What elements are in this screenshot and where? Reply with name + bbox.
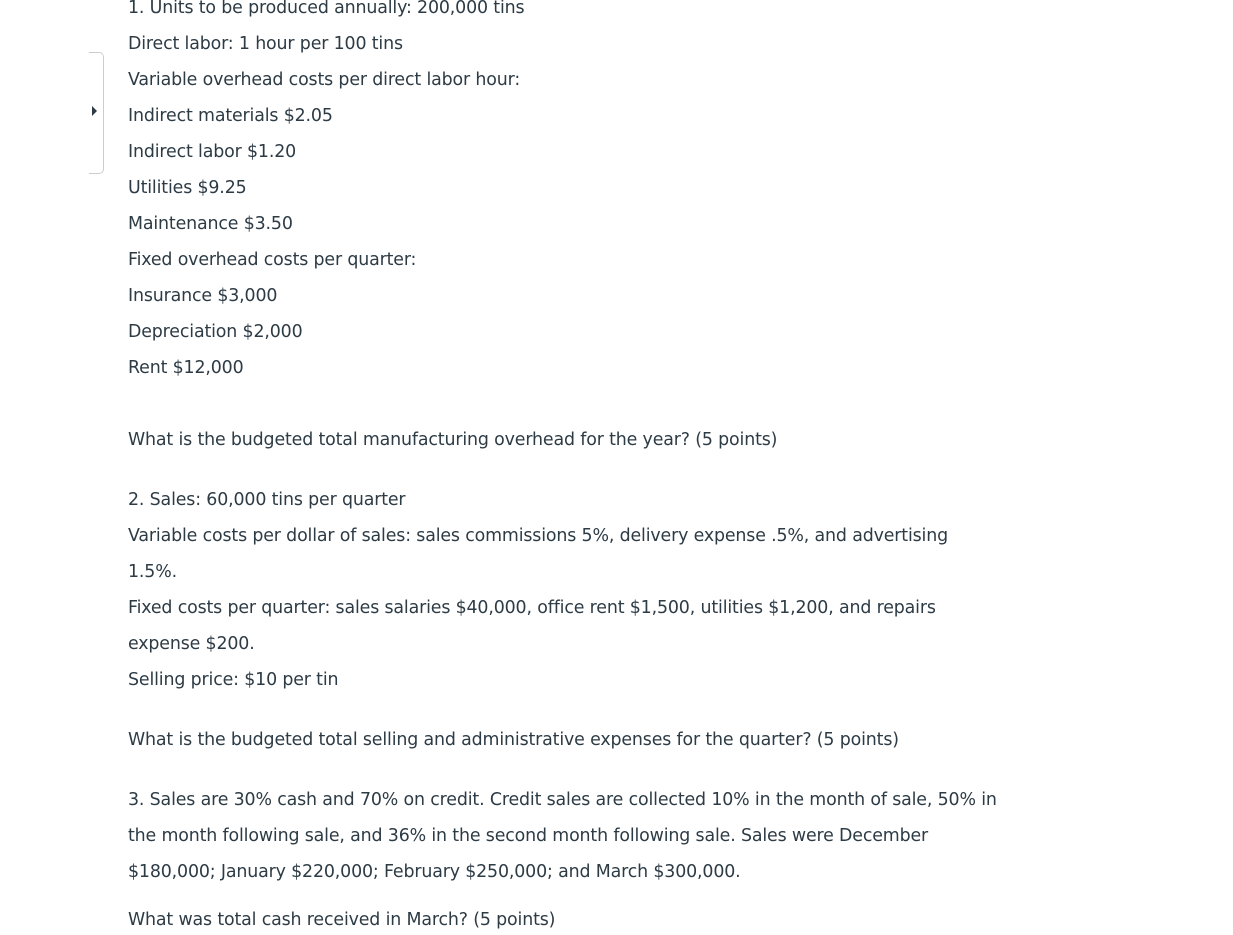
question-content	[128, 0, 998, 935]
s1-maintenance: Maintenance $3.50	[128, 214, 293, 234]
s1-utilities: Utilities $9.25	[128, 178, 247, 198]
s1-direct-labor: Direct labor: 1 hour per 100 tins	[128, 34, 403, 54]
s2-variable-costs: Variable costs per dollar of sales: sales commissions 5%, delivery expense .5%, and advertising 1.5%.	[128, 526, 948, 582]
s2-question: What is the budgeted total selling and administrative expenses for the quarter? (5 points)	[128, 730, 899, 750]
s2-selling-price: Selling price: $10 per tin	[128, 670, 339, 690]
s1-variable-overhead-heading: Variable overhead costs per direct labor hour:	[128, 70, 521, 90]
s1-indirect-labor: Indirect labor $1.20	[128, 142, 297, 162]
s2-sales: 2. Sales: 60,000 tins per quarter	[128, 490, 406, 510]
sidebar-toggle-tab[interactable]	[89, 52, 104, 174]
s3-paragraph: 3. Sales are 30% cash and 70% on credit. Credit sales are collected 10% in the month of sale, 50% in the month following sale, and 36% in the second month following sale. Sales were December $180,000; January $220,000; February $250,000; and March $300,000.	[128, 790, 997, 882]
s1-fixed-overhead-heading: Fixed overhead costs per quarter:	[128, 250, 417, 270]
s1-depreciation: Depreciation $2,000	[128, 322, 303, 342]
s1-indirect-materials: Indirect materials $2.05	[128, 106, 333, 126]
s1-insurance: Insurance $3,000	[128, 286, 278, 306]
s1-question: What is the budgeted total manufacturing overhead for the year? (5 points)	[128, 430, 778, 450]
s2-fixed-costs: Fixed costs per quarter: sales salaries $40,000, office rent $1,500, utilities $1,200, and repairs expense $200.	[128, 598, 936, 654]
s1-units: 1. Units to be produced annually: 200,000 tins	[128, 0, 525, 18]
s1-rent: Rent $12,000	[128, 358, 244, 378]
caret-right-icon[interactable]	[92, 106, 97, 116]
s3-question: What was total cash received in March? (5 points)	[128, 910, 556, 930]
